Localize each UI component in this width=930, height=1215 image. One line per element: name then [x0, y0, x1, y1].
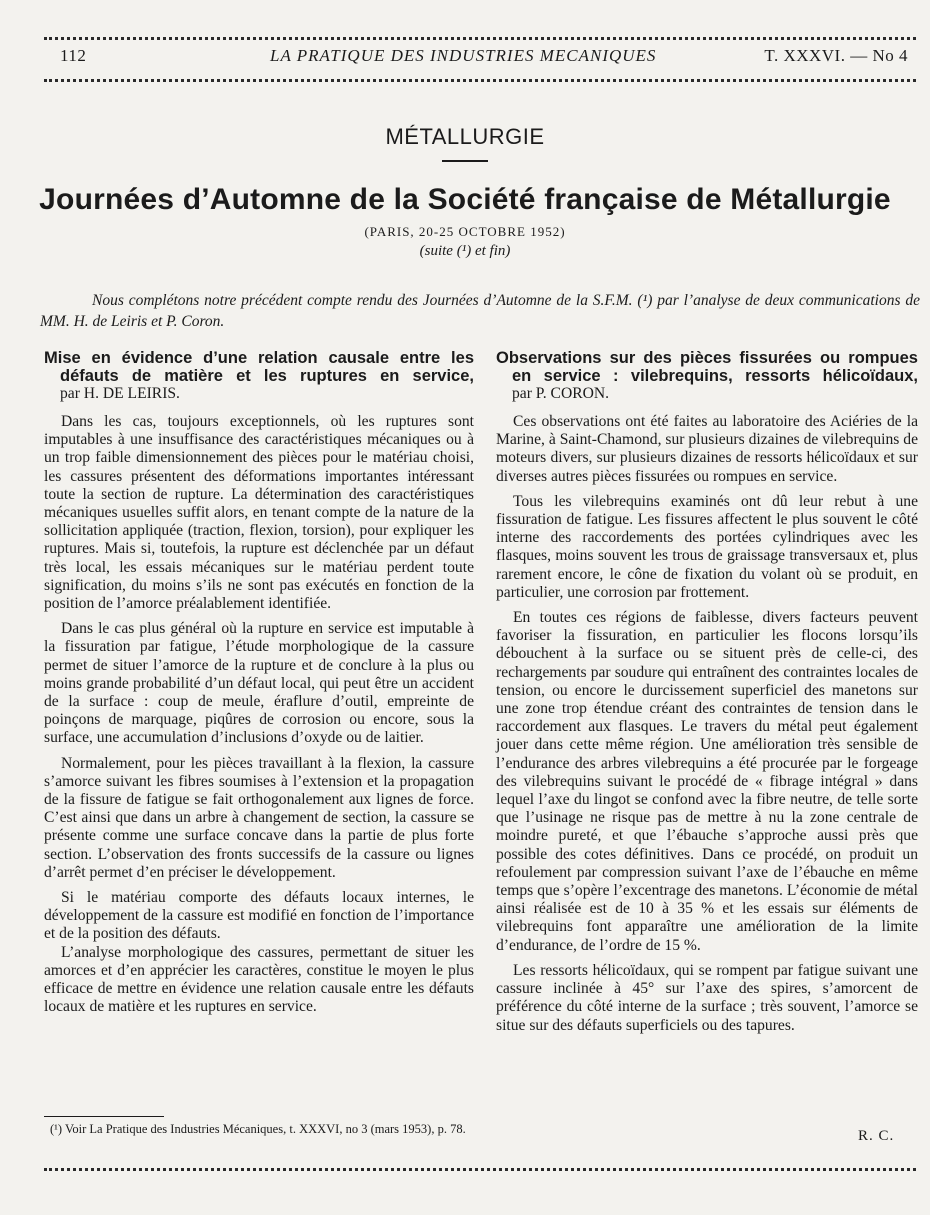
right-author: par P. CORON. [512, 385, 610, 402]
journal-title: LA PRATIQUE DES INDUSTRIES MECANIQUES [270, 46, 657, 65]
right-paragraph: Les ressorts hélicoïdaux, qui se rompent par fatigue suivant une cassure inclinée à 45° sur l’axe des spires, s’amorcent de préférence du côté interne de la surface ; très souvent, l’amorce se situe sur des défauts superficiels ou des tapures. [496, 961, 918, 1034]
right-article-heading: Observations sur des pièces fissurées ou rompues en service : vilebrequins, ressorts hélicoïdaux, [496, 349, 918, 385]
footnote-divider [44, 1116, 164, 1117]
right-paragraph: Ces observations ont été faites au laboratoire des Aciéries de la Marine, à Saint-Chamond, sur plusieurs dizaines de vilebrequins de moteurs divers, sur plusieurs dizaines de ressorts hélicoïdaux et sur diverses autres pièces fissurées ou rompues en service. [496, 413, 918, 485]
article-title: Journées d’Automne de la Société française de Métallurgie [39, 183, 891, 216]
left-author: par H. DE LEIRIS. [60, 385, 180, 402]
suite-note: (suite (¹) et fin) [419, 243, 511, 259]
left-paragraph: Dans les cas, toujours exceptionnels, où les ruptures sont imputables à une insuffisance des caractéristiques mécaniques ou à un trop faible dimensionnement des pièces pour le matériau choisi, les cassures présentent des déformations importantes intéressant toute la section de rupture. La détermination des caractéristiques mécaniques usuelles suffit alors, en tenant compte de la nature de la sollicitation appliquée (traction, flexion, torsion), pour expliquer les ruptures. Mais si, toutefois, la rupture est déclenchée par un défaut très local, les essais mécaniques sur le matériau perdent toute signification, du moins s’ils ne sont pas exécutés en fonction de la position de l’amorce préalablement identifiée. [44, 413, 474, 613]
left-paragraph: L’analyse morphologique des cassures, permettant de situer les amorces et d’en apprécier les caractères, constitue le moyen le plus efficace de mettre en évidence une relation causale entre les défauts locaux de matière et les ruptures en service. [44, 943, 474, 1016]
footnote: (¹) Voir La Pratique des Industries Mécaniques, t. XXXVI, no 3 (mars 1953), p. 78. [50, 1122, 466, 1136]
section-underline [442, 160, 488, 162]
left-paragraph: Dans le cas plus général où la rupture en service est imputable à la fissuration par fatigue, l’étude morphologique de la cassure permet de situer l’amorce de la rupture et de conclure à la plus ou moins grande probabilité d’un défaut local, qui peut être un accident de la surface : coup de meule, éraflure d’outil, empreinte de poinçons de marquage, piqûres de corrosion ou encore, sous la surface, une accumulation d’inclusions d’oxyde ou de laitier. [44, 620, 474, 747]
running-header [60, 46, 908, 70]
right-paragraph: Tous les vilebrequins examinés ont dû leur rebut à une fissuration de fatigue. Les fissures affectent le plus souvent le côté interne des raccordements des portées cylindriques avec les flasques, moins souvent les trous de graissage transversaux et, plus rarement encore, le cône de fixation du volant où se produit, en particulier, une corrosion par frottement. [496, 492, 918, 601]
intro-paragraph: Nous complétons notre précédent compte rendu des Journées d’Automne de la S.F.M. (¹) par l’analyse de deux communications de MM. H. de Leiris et P. Coron. [40, 292, 920, 330]
bottom-rule [44, 1168, 916, 1171]
left-paragraph: Normalement, pour les pièces travaillant à la flexion, la cassure s’amorce suivant les fibres soumises à l’extension et la propagation de la fissure de fatigue se fait orthogonalement aux lignes de force. C’est ainsi que dans un arbre à changement de section, la cassure se présente comme une surface concave dans la partie de plus forte section. L’observation des fronts successifs de la cassure ou lignes d’arrêt permet d’en préciser le développement. [44, 754, 474, 881]
event-place-date: (PARIS, 20-25 OCTOBRE 1952) [364, 224, 566, 239]
section-heading: MÉTALLURGIE [385, 124, 545, 149]
top-rule-lower [44, 79, 916, 82]
left-column [44, 349, 474, 1024]
right-paragraph: En toutes ces régions de faiblesse, divers facteurs peuvent favoriser la fissuration, en particulier les flocons lorsqu’ils débouchent à la surface ou se situent près de celle-ci, des rechargements par soudure qui entraînent des contraintes locales de tension, ou encore le durcissement superficiel des manetons sur une zone trop étendue créant des contraintes de tension dans le raccordement aux flasques. Le travers du métal peut également jouer dans cette même région. Une amélioration très sensible de l’endurance des arbres vilebrequins a été procurée par le forgeage des vilebrequins suivant le procédé de « fibrage intégral » dans lequel l’axe du lingot se confond avec la fibre neutre, de telle sorte que l’usinage ne risque pas de mettre à nu la zone centrale de moindre pureté, et que l’ébauche s’approche aussi près que possible des cotes définitives. Dans ce procédé, on produit un refoulement par compression suivant l’axe de l’ébauche en même temps que s’opère l’excentrage des manetons. L’économie de métal ainsi réalisée est de 10 à 35 % et les essais sur éléments de vilebrequins font apparaître une amélioration de la limite d’endurance, de l’ordre de 15 %. [496, 609, 918, 954]
right-column [496, 349, 918, 1042]
left-paragraph: Si le matériau comporte des défauts locaux internes, le développement de la cassure est modifié en fonction de l’importance et de la position des défauts. [44, 889, 474, 943]
top-rule-upper [44, 37, 916, 40]
author-initials: R. C. [858, 1128, 895, 1144]
page-number: 112 [60, 46, 87, 65]
volume-number: T. XXXVI. — No 4 [764, 46, 908, 65]
left-article-heading: Mise en évidence d’une relation causale entre les défauts de matière et les ruptures en service, [44, 349, 474, 385]
